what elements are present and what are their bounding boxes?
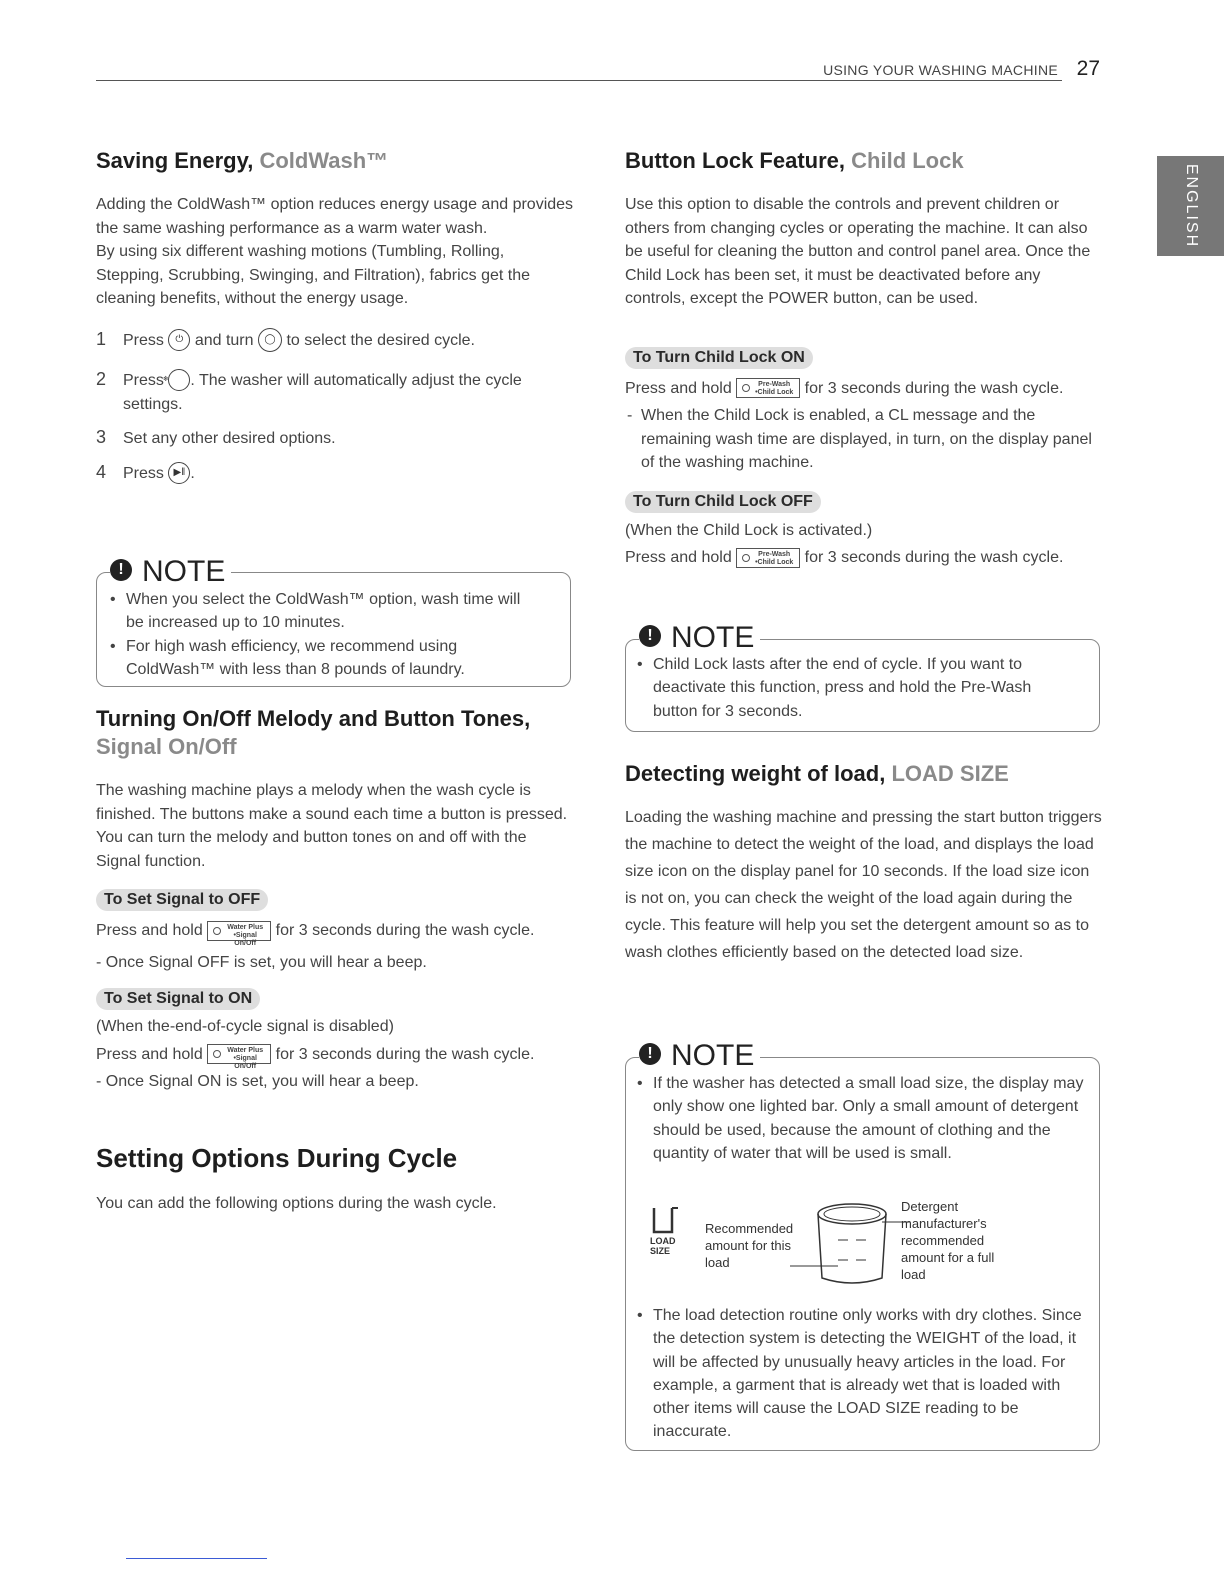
note-item: • For high wash efficiency, we recommend using ColdWash™ with less than 8 pounds of laundry.: [100, 635, 540, 682]
step-4: 4 Press ▶‖ .: [96, 460, 574, 486]
detergent-diagram: [650, 1198, 1080, 1290]
step-2: 2 Press ❄ . The washer will automatically adjust the cycle settings.: [96, 368, 522, 413]
coldwash-heading: Saving Energy, ColdWash™: [96, 148, 389, 173]
pre-wash-button-icon: Pre-Wash •Child Lock: [736, 548, 800, 568]
recommended-label: Recommended amount for this load: [705, 1221, 794, 1270]
warning-icon: !: [110, 559, 132, 581]
pre-wash-button-icon: Pre-Wash •Child Lock: [736, 378, 800, 398]
step-1: 1 Press ⏻ and turn ◯ to select the desired cycle.: [96, 327, 574, 353]
childlock-on-pill: To Turn Child Lock ON: [625, 347, 813, 369]
footer-link-underline: [126, 1558, 267, 1559]
cycle-dial-icon: ◯: [258, 328, 282, 352]
loadsize-heading: Detecting weight of load, LOAD SIZE: [625, 761, 1009, 786]
childlock-off-pill: To Turn Child Lock OFF: [625, 491, 821, 513]
signal-heading: Turning On/Off Melody and Button Tones,: [96, 706, 531, 731]
coldwash-section: [96, 147, 574, 486]
childlock-para: Use this option to disable the controls and prevent children or others from changing cycles or operating the machine. It can also be useful for cleaning the button and control panel area. Once the Child Lock has been set, it must be deactivated before any controls, except the POWER button, can be used.: [625, 196, 1091, 307]
options-section: [96, 1143, 574, 1216]
page-number: 27: [1076, 57, 1100, 80]
childlock-off-instruction: Press and hold Pre-Wash •Child Lock for 3 seconds during the wash cycle.: [625, 549, 1064, 566]
note-item: • The load detection routine only works with dry clothes. Since the detection system is detecting the WEIGHT of the load, it will be affected by unusually heavy articles in the load. For example, a garment that is already wet that is loaded with other items will cause the LOAD SIZE reading to be inaccurate.: [627, 1304, 1089, 1444]
signal-para: The washing machine plays a melody when the wash cycle is finished. The buttons make a sound each time a button is pressed. You can turn the melody and button tones on and off with the Signal function.: [96, 782, 568, 870]
signal-on-instruction: Press and hold Water Plus •Signal On/Off for 3 seconds during the wash cycle.: [96, 1045, 535, 1071]
load-size-label: LOAD SIZE: [650, 1236, 676, 1256]
coldwash-para1: Adding the ColdWash™ option reduces energy usage and provides the same washing performance as a warm water wash.: [96, 196, 574, 237]
signal-section: [96, 705, 574, 1094]
detergent-cup-icon: [790, 1198, 910, 1290]
signal-heading-accent: Signal On/Off: [96, 734, 237, 759]
running-header: USING YOUR WASHING MACHINE: [823, 62, 1058, 78]
childlock-note-title: ! NOTE: [639, 622, 760, 654]
childlock-on-detail: - When the Child Lock is enabled, a CL message and the remaining wash time are displayed, in turn, on the display panel of the washing machine.: [625, 404, 1103, 475]
signal-off-instruction: Press and hold Water Plus •Signal On/Off for 3 seconds during the wash cycle.: [96, 922, 535, 947]
step-3: 3 Set any other desired options.: [96, 426, 336, 447]
loadsize-note-item-1: [627, 1072, 1089, 1165]
detergent-label: Detergent manufacturer's recommended amount for a full load: [901, 1199, 995, 1282]
coldwash-button-icon: ❄: [168, 369, 190, 391]
signal-on-result: - Once Signal ON is set, you will hear a beep.: [96, 1073, 419, 1090]
childlock-section: [625, 147, 1103, 570]
note-item: • Child Lock lasts after the end of cycle. If you want to deactivate this function, press and hold the Pre-Wash button for 3 seconds.: [627, 653, 1077, 723]
note-item: • If the washer has detected a small load size, the display may only show one lighted bar. Only a small amount of detergent should be used, because the amount of clothing and the quantity of water that will be used is small.: [627, 1072, 1089, 1165]
language-tab: ENGLISH: [1157, 156, 1224, 256]
loadsize-note-title: ! NOTE: [639, 1040, 760, 1072]
childlock-on-instruction: Press and hold Pre-Wash •Child Lock for 3 seconds during the wash cycle.: [625, 379, 1064, 397]
power-icon: ⏻: [168, 329, 190, 351]
childlock-note-list: [627, 653, 1077, 723]
options-para: You can add the following options during the wash cycle.: [96, 1195, 497, 1212]
coldwash-note-list: [100, 588, 540, 681]
warning-icon: !: [639, 1043, 661, 1065]
signal-on-pill: To Set Signal to ON: [96, 988, 260, 1010]
header-rule: [96, 80, 1062, 81]
childlock-heading: Button Lock Feature, Child Lock: [625, 148, 964, 173]
water-plus-button-icon: Water Plus •Signal On/Off: [207, 921, 271, 941]
start-pause-icon: ▶‖: [168, 462, 190, 484]
childlock-off-condition: (When the Child Lock is activated.): [625, 521, 873, 539]
coldwash-note-title: ! NOTE: [110, 556, 231, 588]
loadsize-para: Loading the washing machine and pressing the start button triggers the machine to detect the weight of the load, and displays the load size icon on the display panel for 10 seconds. If the load size icon is not on, you can check the weight of the load again during the cycle. This feature will help you set the detergent amount so as to wash clothes efficiently based on the detected load size.: [625, 809, 1102, 961]
loadsize-note-item-2: [627, 1304, 1089, 1444]
coldwash-para2: By using six different washing motions (Tumbling, Rolling, Stepping, Scrubbing, Swinging, and Filtration), fabrics get the cleaning benefits, without the energy usage.: [96, 243, 531, 307]
note-item: • When you select the ColdWash™ option, wash time will be increased up to 10 minutes.: [100, 588, 540, 635]
signal-off-result: - Once Signal OFF is set, you will hear a beep.: [96, 953, 427, 971]
signal-off-pill: To Set Signal to OFF: [96, 889, 268, 911]
water-plus-button-icon: Water Plus •Signal On/Off: [207, 1044, 271, 1064]
warning-icon: !: [639, 625, 661, 647]
loadsize-section: [625, 760, 1103, 966]
options-heading: Setting Options During Cycle: [96, 1143, 458, 1173]
signal-on-condition: (When the-end-of-cycle signal is disabled): [96, 1018, 394, 1035]
